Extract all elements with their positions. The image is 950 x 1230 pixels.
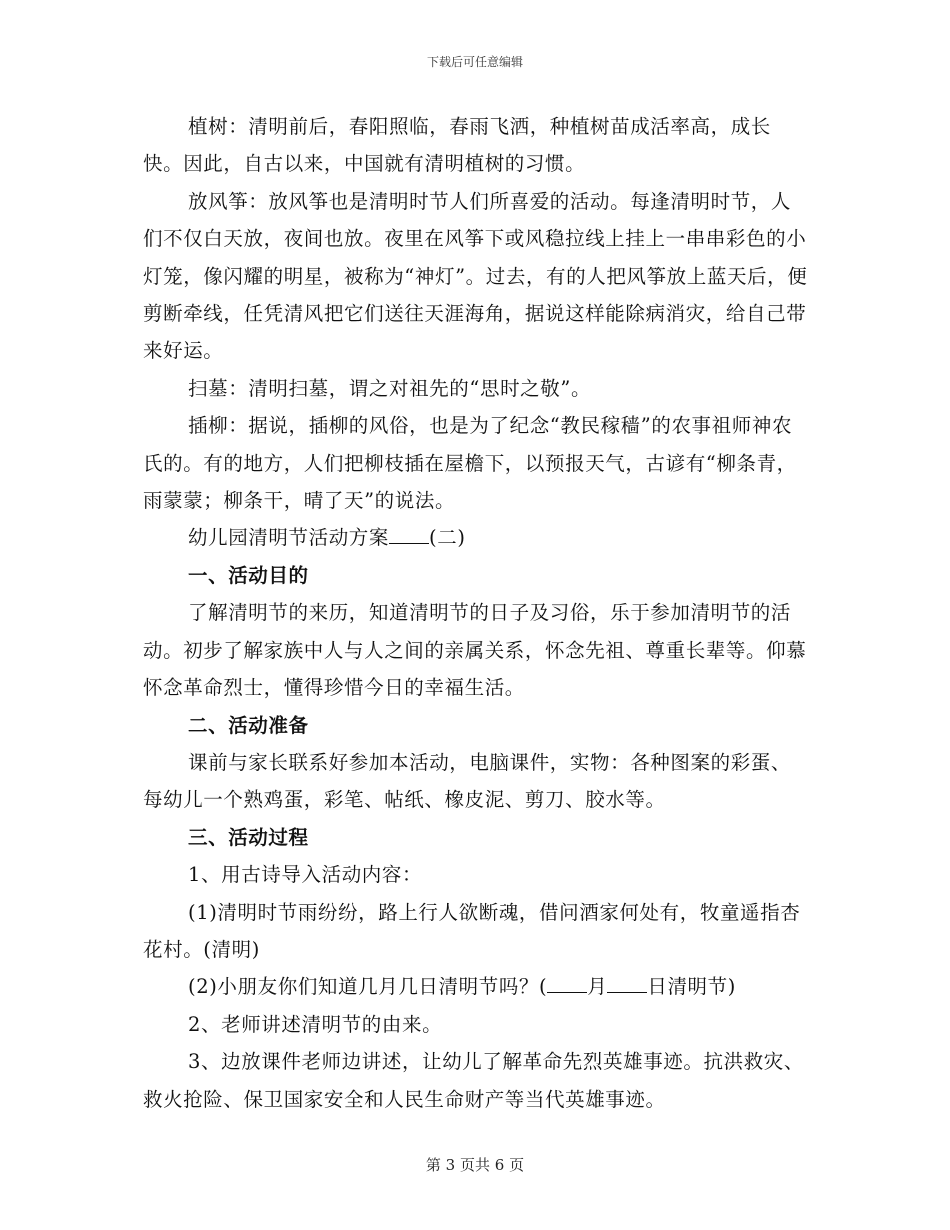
blank-day	[607, 970, 647, 993]
step-2: 2、老师讲述清明节的由来。	[188, 1012, 443, 1036]
blank-line	[389, 521, 429, 544]
step-1-1-poem: (1)清明时节雨纷纷，路上行人欲断魂，借问酒家何处有，牧童遥指杏花村。(清明)	[143, 900, 801, 961]
step-3: 3、边放课件老师边讲述，让幼儿了解革命先烈英雄事迹。抗洪救灾、救火抢险、保卫国家安全和人民生命财产等当代英雄事迹。	[143, 1050, 805, 1111]
paragraph-willow: 插柳：据说，插柳的风俗，也是为了纪念“教民稼穑”的农事祖师神农氏的。有的地方，人们把柳枝插在屋檐下，以预报天气，古谚有“柳条青，雨蒙蒙；柳条干，晴了天”的说法。	[143, 414, 797, 513]
section-title-suffix: (二)	[429, 526, 466, 550]
heading-activity-prep: 二、活动准备	[188, 713, 309, 737]
day-label: 日清明节)	[647, 975, 736, 999]
paragraph-activity-goal: 了解清明节的来历，知道清明节的日子及习俗，乐于参加清明节的活动。初步了解家族中人与人之间的亲属关系，怀念先祖、尊重长辈等。仰慕怀念革命烈士，懂得珍惜今日的幸福生活。	[143, 601, 807, 700]
section-title	[143, 519, 808, 556]
section-title-text: 幼儿园清明节活动方案	[188, 526, 390, 550]
heading-activity-goal: 一、活动目的	[188, 563, 309, 587]
paragraph-tree-planting: 植树：清明前后，春阳照临，春雨飞洒，种植树苗成活率高，成长快。因此，自古以来，中国就有清明植树的习惯。	[143, 115, 771, 176]
paragraph-tomb-sweeping: 扫墓：清明扫墓，谓之对祖先的“思时之敬”。	[188, 376, 592, 400]
page-header-note: 下载后可任意编辑	[426, 55, 523, 69]
paragraph-activity-prep: 课前与家长联系好参加本活动，电脑课件，实物：各种图案的彩蛋、每幼儿一个熟鸡蛋，彩笔、帖纸、橡皮泥、剪刀、胶水等。	[143, 750, 792, 812]
step-1: 1、用古诗导入活动内容：	[188, 863, 423, 887]
blank-month	[547, 970, 587, 993]
heading-activity-process: 三、活动过程	[188, 825, 309, 849]
month-label: 月	[587, 975, 608, 999]
page-footer-number: 第 3 页共 6 页	[425, 1156, 525, 1174]
question-text: (2)小朋友你们知道几月几日清明节吗？(	[188, 975, 548, 999]
paragraph-kite-flying: 放风筝：放风筝也是清明时节人们所喜爱的活动。每逢清明时节，人们不仅白天放，夜间也放。夜里在风筝下或风稳拉线上挂上一串串彩色的小灯笼，像闪耀的明星，被称为“神灯”。过去，有的人把风筝放上蓝天后，便剪断牵线，任凭清风把它们送往天涯海角，据说这样能除病消灾，给自己带来好运。	[143, 189, 808, 363]
document-body	[143, 108, 808, 1118]
step-1-2-question	[143, 968, 808, 1005]
